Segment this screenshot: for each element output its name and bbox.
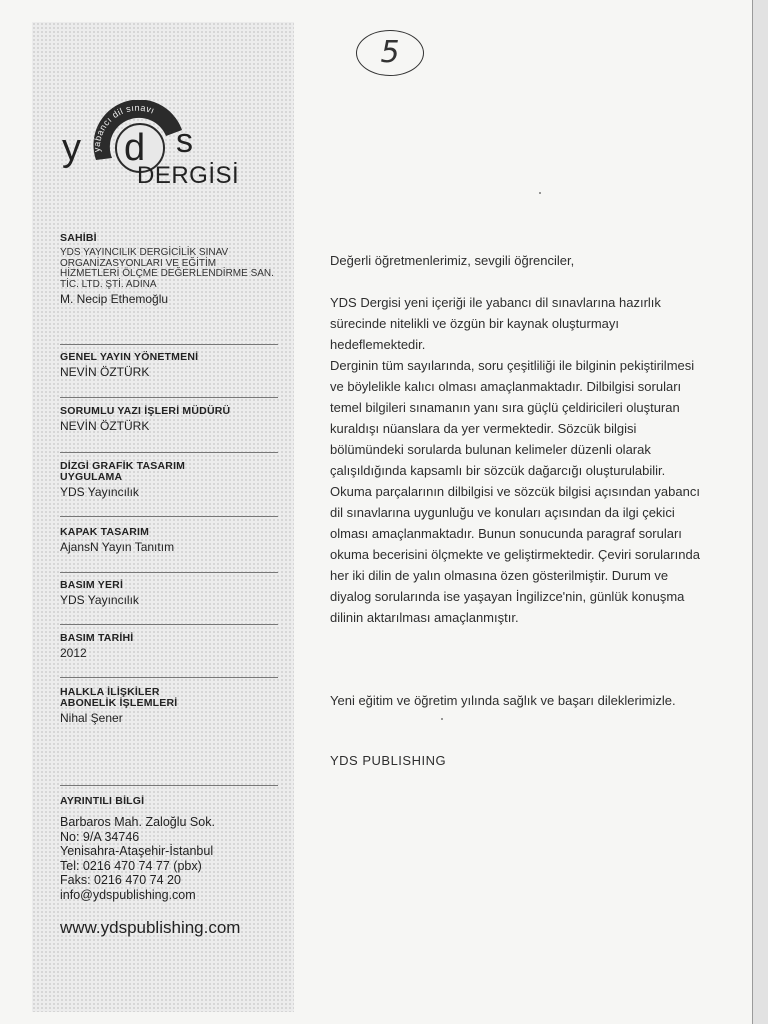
cover-design-label: KAPAK TASARIM xyxy=(60,526,150,538)
divider xyxy=(60,572,278,573)
page-edge xyxy=(752,0,768,1024)
print-date-value: 2012 xyxy=(60,646,87,660)
letter-body xyxy=(330,292,700,628)
owner-label: SAHİBİ xyxy=(60,232,97,244)
masthead-cover-design xyxy=(60,527,278,554)
signature-text: YDS PUBLISHING xyxy=(330,753,447,768)
page-number: 5 xyxy=(380,35,400,70)
contact-email: info@ydspublishing.com xyxy=(60,887,196,902)
public-relations-value: Nihal Şener xyxy=(60,711,123,725)
managing-editor-label: SORUMLU YAZI İŞLERİ MÜDÜRÜ xyxy=(60,405,231,417)
contact-label: AYRINTILI BİLGİ xyxy=(60,795,145,807)
scan-speck xyxy=(539,192,541,194)
owner-company: YDS YAYINCILIK DERGİCİLİK SINAV ORGANİZASYONLARI VE EĞİTİM HİZMETLERİ ÖLÇME DEĞERLENDİRME SAN. TİC. LTD. ŞTİ. ADINA xyxy=(60,247,274,290)
contact-address-line: No: 9/A 34746 xyxy=(60,829,140,844)
contact-address-line: Barbaros Mah. Zaloğlu Sok. xyxy=(60,815,215,829)
public-relations-label: HALKLA İLİŞKİLER ABONELİK İŞLEMLERİ xyxy=(60,686,178,709)
graphic-design-value: YDS Yayıncılık xyxy=(60,485,139,499)
logo-letter-y: y xyxy=(62,127,81,169)
print-place-label: BASIM YERİ xyxy=(60,579,124,591)
scan-speck xyxy=(441,718,443,720)
closing-text: Yeni eğitim ve öğretim yılında sağlık ve başarı dileklerimizle. xyxy=(330,693,676,708)
masthead-print-date xyxy=(60,633,278,660)
divider xyxy=(60,344,278,345)
graphic-design-label: DİZGİ GRAFİK TASARIM UYGULAMA xyxy=(60,460,186,483)
contact-fax: Faks: 0216 470 74 20 xyxy=(60,873,181,887)
masthead-print-place xyxy=(60,580,278,607)
editor-in-chief-label: GENEL YAYIN YÖNETMENİ xyxy=(60,351,199,363)
masthead-public-relations xyxy=(60,687,278,725)
owner-name: M. Necip Ethemoğlu xyxy=(60,292,169,306)
divider xyxy=(60,516,278,517)
cover-design-value: AjansN Yayın Tanıtım xyxy=(60,540,175,554)
contact-block xyxy=(60,796,278,902)
masthead-managing-editor xyxy=(60,406,278,433)
letter-signature xyxy=(330,750,700,771)
masthead-editor-in-chief xyxy=(60,352,278,379)
divider xyxy=(60,785,278,786)
managing-editor-name: NEVİN ÖZTÜRK xyxy=(60,419,150,433)
letter-salutation xyxy=(330,250,700,271)
editor-in-chief-name: NEVİN ÖZTÜRK xyxy=(60,365,150,379)
letter-paragraph-1: YDS Dergisi yeni içeriği ile yabancı dil sınavlarına hazırlık sürecinde nitelikli ve özgün bir kaynak oluşturmayı hedeflemektedir. xyxy=(330,295,661,352)
contact-phone: Tel: 0216 470 74 77 (pbx) xyxy=(60,858,202,873)
print-date-label: BASIM TARİHİ xyxy=(60,632,134,644)
logo-arc-text: yabancı dil sınavı xyxy=(91,102,157,153)
divider xyxy=(60,677,278,678)
page-number-circle xyxy=(356,30,424,76)
logo-letter-s: s xyxy=(176,122,193,160)
divider xyxy=(60,397,278,398)
yds-dergisi-logo xyxy=(60,100,250,195)
masthead-owner xyxy=(60,233,278,306)
website-link: www.ydspublishing.com xyxy=(60,918,241,937)
divider xyxy=(60,624,278,625)
print-place-value: YDS Yayıncılık xyxy=(60,593,139,607)
logo-wordmark: DERGİSİ xyxy=(137,162,240,189)
letter-closing xyxy=(330,690,700,711)
salutation-text: Değerli öğretmenlerimiz, sevgili öğrenciler, xyxy=(330,253,575,268)
letter-paragraph-2: Derginin tüm sayılarında, soru çeşitliliği ile bilginin pekiştirilmesi ve böylelikle kalıcı olması amaçlanmaktadır. Dilbilgisi soruları temel bilgileri sınamanın yanı sıra güçlü çeldiricileri oluşturan kuraldışı nüanslara da yer vermektedir. Sözcük bilgisi bölümündeki sorularda bulunan kelimeler düzenli olarak çalışıldığında kapsamlı bir sözcük dağarcığı oluşturulabilir. Okuma parçalarının dilbilgisi ve sözcük bilgisi açısından yabancı dil sınavlarına uygunluğu ve konuları açısından da ilgi çekici olması amaçlanmaktadır. Bunun sonucunda paragraf soruları okuma becerisini ölçmekte ve geliştirmektedir. Çeviri sorularında her iki dilin de yalın olmasına özen gösterilmiştir. Durum ve diyalog sorularında ise yaşayan İngilizce'nin, günlük konuşma dilinin aktarılması amaçlanmıştır. xyxy=(330,358,700,625)
contact-address-line: Yenisahra-Ataşehir-İstanbul xyxy=(60,844,214,858)
logo-letter-d: d xyxy=(124,127,146,169)
masthead-graphic-design xyxy=(60,461,278,499)
divider xyxy=(60,452,278,453)
